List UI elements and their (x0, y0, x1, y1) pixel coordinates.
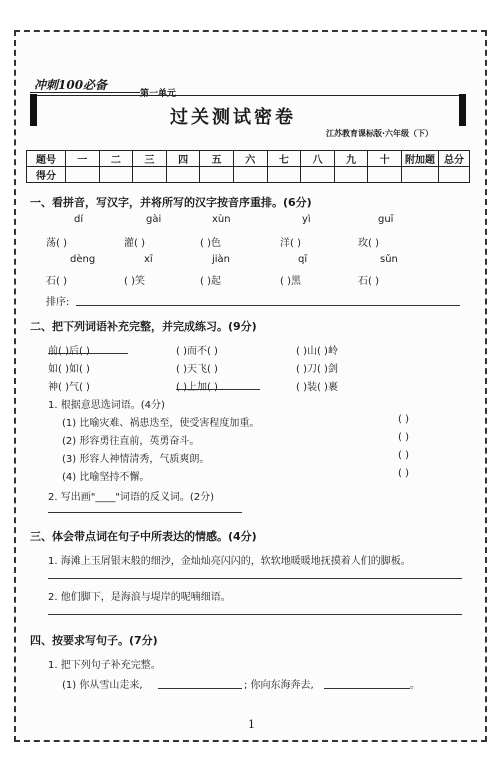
question-label: 1. 根据意思选词语。(4分) (48, 400, 165, 411)
answer-line[interactable] (158, 688, 242, 689)
sentence: 1. 海滩上玉屑银末般的细沙，金灿灿亮闪闪的，软软地暖暖地抚摸着人们的脚板。 (48, 556, 411, 567)
title-bar-left (30, 94, 37, 126)
score-cell[interactable] (99, 167, 133, 183)
definition-item: (4) 比喻坚持不懈。 (62, 472, 150, 483)
char-blank[interactable]: 石( ) (358, 276, 379, 287)
brand-label: 冲刺100必备 (34, 78, 108, 92)
score-cell[interactable] (439, 167, 470, 183)
score-cell[interactable] (166, 167, 200, 183)
sentence-part: (1) 你从雪山走来, (62, 680, 143, 691)
char-blank[interactable]: 玫( ) (358, 238, 379, 249)
score-table (26, 150, 470, 183)
pinyin: gài (146, 214, 162, 225)
page-title: 过关测试密卷 (170, 107, 296, 128)
char-blank[interactable]: 洋( ) (280, 238, 301, 249)
answer-line[interactable] (48, 578, 462, 579)
table-cell: 附加题 (402, 151, 439, 167)
table-cell: 八 (301, 151, 335, 167)
char-blank[interactable]: 石( ) (46, 276, 67, 287)
pinyin: xùn (212, 214, 231, 225)
char-blank[interactable]: ( )起 (200, 276, 221, 287)
definition-item: (1) 比喻灾难、祸患迭至，使受害程度加重。 (62, 418, 260, 429)
header-rule (30, 95, 465, 96)
question-label: 1. 把下列句子补充完整。 (48, 660, 161, 671)
unit-label: 第一单元 (140, 89, 177, 99)
table-cell: 五 (200, 151, 234, 167)
answer-line[interactable] (48, 614, 462, 615)
underline (48, 353, 128, 354)
pinyin: xī (144, 254, 153, 265)
order-label: 排序: (46, 297, 70, 308)
table-cell: 一 (66, 151, 100, 167)
table-cell: 题号 (27, 151, 66, 167)
idiom-blank[interactable]: ( )山( )岭 (296, 346, 338, 357)
pinyin: jiàn (212, 254, 231, 265)
char-blank[interactable]: 灌( ) (124, 238, 145, 249)
score-cell[interactable] (200, 167, 234, 183)
score-cell[interactable] (402, 167, 439, 183)
answer-paren[interactable]: ( ) (398, 468, 409, 479)
idiom-blank[interactable]: ( )上加( ) (176, 382, 218, 393)
edition-label: 江苏教育课标版·六年级（下） (326, 129, 434, 138)
idiom-blank[interactable]: 如( )如( ) (48, 364, 90, 375)
idiom-blank[interactable]: 前( )后( ) (48, 346, 90, 357)
char-blank[interactable]: 荡( ) (46, 238, 67, 249)
sentence-part: 。 (410, 680, 420, 691)
pinyin: guī (378, 214, 394, 225)
pinyin: dèng (70, 254, 96, 265)
score-table-score-row (27, 167, 470, 183)
table-cell: 六 (233, 151, 267, 167)
idiom-blank[interactable]: ( )刀( )剑 (296, 364, 338, 375)
section2-heading: 二、把下列词语补充完整，并完成练习。(9分) (30, 320, 257, 333)
score-cell[interactable] (233, 167, 267, 183)
page-number: 1 (248, 718, 255, 731)
pinyin: dí (74, 214, 84, 225)
score-cell[interactable] (133, 167, 167, 183)
table-cell: 二 (99, 151, 133, 167)
answer-line[interactable] (48, 512, 242, 513)
table-cell: 三 (133, 151, 167, 167)
table-cell: 得分 (27, 167, 66, 183)
answer-paren[interactable]: ( ) (398, 432, 409, 443)
char-blank[interactable]: ( )色 (200, 238, 221, 249)
score-cell[interactable] (368, 167, 402, 183)
answer-paren[interactable]: ( ) (398, 450, 409, 461)
sentence-part: ; 你向东海奔去, (244, 680, 314, 691)
char-blank[interactable]: ( )笑 (124, 276, 145, 287)
char-blank[interactable]: ( )黑 (280, 276, 301, 287)
score-table-header-row (27, 151, 470, 167)
score-cell[interactable] (334, 167, 368, 183)
section4-heading: 四、按要求写句子。(7分) (30, 634, 158, 647)
table-cell: 七 (267, 151, 301, 167)
underline (176, 389, 260, 390)
section3-heading: 三、体会带点词在句子中所表达的情感。(4分) (30, 530, 257, 543)
table-cell: 九 (334, 151, 368, 167)
table-cell: 四 (166, 151, 200, 167)
definition-item: (3) 形容人神情清秀，气质爽朗。 (62, 454, 210, 465)
table-cell: 总分 (439, 151, 470, 167)
idiom-blank[interactable]: ( )装( )裹 (296, 382, 338, 393)
order-answer-line[interactable] (76, 305, 460, 306)
brand-underline (30, 92, 140, 93)
answer-line[interactable] (324, 688, 410, 689)
question-label: 2. 写出画"____"词语的反义词。(2分) (48, 492, 215, 503)
idiom-blank[interactable]: ( )而不( ) (176, 346, 218, 357)
section1-heading: 一、看拼音，写汉字，并将所写的汉字按音序重排。(6分) (30, 196, 312, 209)
score-cell[interactable] (301, 167, 335, 183)
score-cell[interactable] (267, 167, 301, 183)
definition-item: (2) 形容勇往直前，英勇奋斗。 (62, 436, 200, 447)
table-cell: 十 (368, 151, 402, 167)
pinyin: yì (302, 214, 311, 225)
score-cell[interactable] (66, 167, 100, 183)
pinyin: sǔn (380, 254, 398, 265)
idiom-blank[interactable]: 神( )气( ) (48, 382, 90, 393)
pinyin: qī (298, 254, 308, 265)
title-bar-right (459, 94, 466, 126)
idiom-blank[interactable]: ( )天飞( ) (176, 364, 218, 375)
sentence: 2. 他们脚下，是海浪与堤岸的呢喃细语。 (48, 592, 231, 603)
answer-paren[interactable]: ( ) (398, 414, 409, 425)
